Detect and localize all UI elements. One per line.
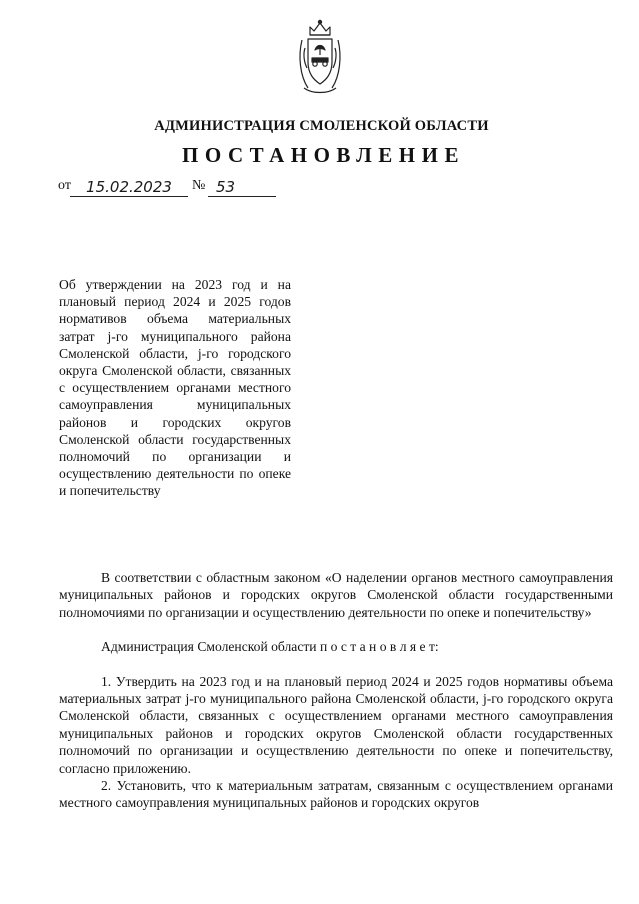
document-body xyxy=(59,569,613,812)
item-1-paragraph: 1. Утвердить на 2023 год и на плановый период 2024 и 2025 годов нормативы объема материальных затрат j-го муниципального района Смоленской области, j-го городского округа Смоленской области, связанных с осуществлением органами местного самоуправления муниципальных районов и городских округов Смоленской области государственных полномочий по организации и осуществлению деятельности по опеке и попечительству, согласно приложению. xyxy=(59,673,613,776)
resolve-paragraph: Администрация Смоленской области п о с т а н о в л я е т: xyxy=(101,639,439,655)
document-type-title: ПОСТАНОВЛЕНИЕ xyxy=(182,143,465,167)
authority-name: АДМИНИСТРАЦИЯ СМОЛЕНСКОЙ ОБЛАСТИ xyxy=(154,118,489,134)
preamble-paragraph: В соответствии с областным законом «О наделении органов местного самоуправления муниципальных районов и городских округов Смоленской области государственными полномочиями по организации и осуществлению деятельности по опеке и попечительству» xyxy=(59,570,613,620)
document-number: 53 xyxy=(208,178,276,197)
document-subject: Об утверждении на 2023 год и на плановый период 2024 и 2025 годов нормативов объема материальных затрат j-го муниципального района Смоленской области, j-го городского округа Смоленской области, связанных с осуществлением органами местного самоуправления муниципальных районов и городских округов Смоленской области государственных полномочий по организации и осуществлению деятельности по опеке и попечительству xyxy=(59,277,291,499)
number-label: № xyxy=(192,178,206,193)
smolensk-coat-of-arms-icon xyxy=(296,18,344,96)
date-label: от xyxy=(58,178,71,193)
item-2-paragraph: 2. Установить, что к материальным затратам, связанным с осуществлением органами местного самоуправления муниципальных районов и городских округов xyxy=(59,778,613,811)
document-date: 15.02.2023 xyxy=(70,178,188,197)
